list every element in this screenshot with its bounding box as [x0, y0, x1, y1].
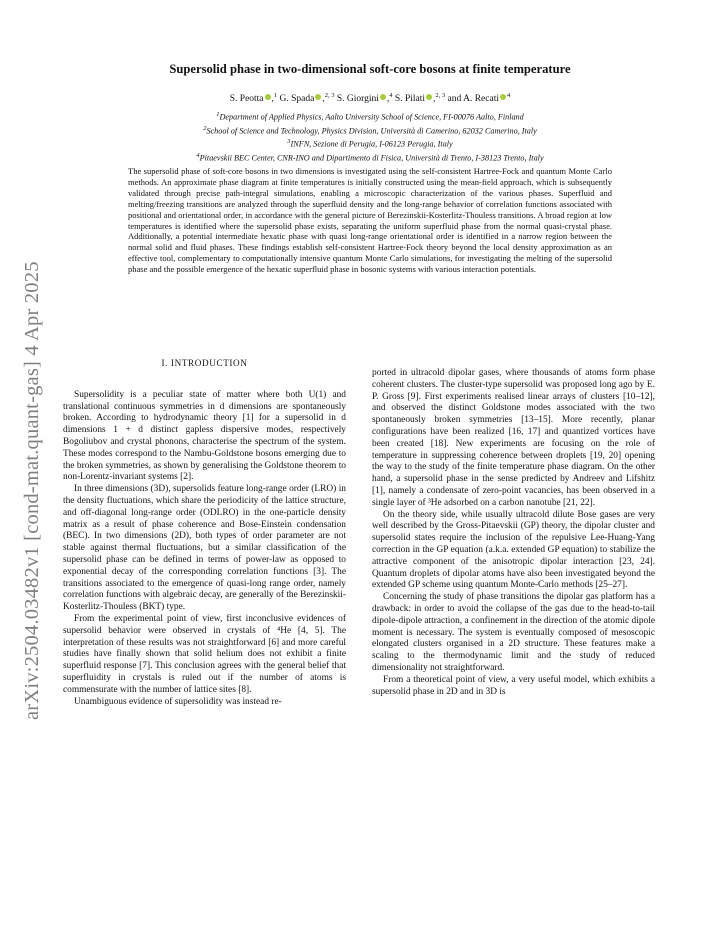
- orcid-icon[interactable]: [315, 94, 321, 100]
- arxiv-identifier[interactable]: arXiv:2504.03482v1 [cond-mat.quant-gas] 4 Apr 2025: [21, 261, 43, 720]
- affiliation: $^1$Department of Applied Physics, Aalto University School of Science, FI-00076 Aalto, Finland: [216, 111, 524, 122]
- orcid-icon[interactable]: [380, 94, 386, 100]
- paragraph: Concerning the study of phase transitions the dipolar gas platform has a drawback: in order to avoid the collapse of the gas due to the head-to-tail dipole-dipole attraction, a confinement in the direction of the atomic dipole moment is necessary. The system is eventually composed of mesoscopic elongated clusters organised in a 2D structure. These features make a scaling to the thermodynamic limit and the study of reduced dimensionality not straightforward.: [372, 592, 655, 673]
- affiliation: $^2$School of Science and Technology, Physics Division, Università di Camerino, 62032 Camerino, Italy: [203, 124, 537, 136]
- paragraph: From the experimental point of view, first inconclusive evidences of supersolid behavior were observed in crystals of ⁴He [4, 5]. The interpretation of these results was not straightforward [6] and more careful studies have finally shown that solid helium does not exhibit a finite superfluid response [7]. This conclusion agrees with the general belief that superfluidity in crystals is ruled out if the number of atoms is commensurate with the number of lattice sites [8].: [63, 613, 346, 695]
- paragraph: From a theoretical point of view, a very useful model, which exhibits a supersolid phase in 2D and in 3D is: [372, 674, 655, 697]
- paragraph: In three dimensions (3D), supersolids feature long-range order (LRO) in the density fluctuations, which share the periodicity of the lattice structure, and off-diagonal long-range order (ODLRO) in the one-particle density matrix as a result of phase coherence and Bose-Einstein condensation (BEC). In two dimensions (2D), both types of order parameter are not stable against thermal fluctuations, but a similar classification of the supersolid phase can be defined in terms of power-law as opposed to exponential decay of the corresponding correlation functions [3]. The transitions associated to the emergence of quasi-long range order, namely correlation functions with algebraic decay, are generally of the Berezinskii-Kosterlitz-Thouless (BKT) type.: [63, 484, 346, 613]
- section-heading: I. INTRODUCTION: [161, 358, 248, 368]
- affiliation: $^4$Pitaevskii BEC Center, CNR-INO and Dipartimento di Fisica, Università di Trento, I-38123 Trento, Italy: [196, 152, 544, 163]
- paragraph: Supersolidity is a peculiar state of matter where both U(1) and translational continuous symmetries in d dimensions are spontaneously broken. According to hydrodynamic theory [1] for a supersolid in d dimensions 1 + d distinct gapless dispersive modes, respectively Bogoliubov and crystal phonons, characterise the spectrum of the system. These modes correspond to the Nambu-Goldstone bosons emerging due to the broken symmetries, as shown by generalising the Goldstone theorem to non-Lorentz-invariant systems [2].: [63, 389, 346, 483]
- right-column: [372, 368, 655, 698]
- left-column: [63, 358, 346, 708]
- paragraph: ported in ultracold dipolar gases, where thousands of atoms form phase coherent clusters. The cluster-type supersolid was proposed long ago by E. P. Gross [9]. First experiments realised linear arrays of clusters [10–12], and observed the distinct Goldstone modes associated with the two spontaneously broken symmetries [13–15]. More recently, planar configurations have been realized [16, 17] and quantized vortices have been created [18]. New experiments are focusing on the role of temperature in suppressing coherence between droplets [19, 20] opening the way to the study of the finite temperature phase diagram. On the other hand, a supersolid phase in the sense predicted by Andreev and Lifshitz [1], namely a condensate of zero-point vacancies, has been observed in a single layer of ³He adsorbed on a carbon nanotube [21, 22].: [372, 368, 655, 508]
- abstract: The supersolid phase of soft-core bosons in two dimensions is investigated using the self-consistent Hartree-Fock and quantum Monte Carlo methods. An approximate phase diagram at finite temperatures is initially constructed using the mean-field approach, which is subsequently validated through precise path-integral simulations, enabling a microscopic characterization of the various phases. Superfluid and melting/freezing transitions are analyzed through the superfluid density and the long-range behavior of correlation functions associated with positional and orientational order, in accordance with the general picture of Berezinskii-Kosterlitz-Thouless transitions. A broad region at low temperatures is identified where the supersolid phase exists, separating the uniform superfluid phase from the normal quasi-crystal phase. Additionally, a potential intermediate hexatic phase with quasi long-range orientational order is identified in a narrow region between the normal solid and fluid phases. These findings establish self-consistent Hartree-Fock theory beyond the local density approximation as an effective tool, complementary to computationally intensive quantum Monte Carlo simulations, for investigating the melting of the supersolid phase and the possible emergence of the hexatic superfluid phase in bosonic systems with various interaction potentials.: [128, 166, 612, 275]
- author: S. Pilati ,$^{2, 3}$: [394, 92, 446, 105]
- author: S. Peotta ,$^1$: [229, 92, 278, 105]
- paper-title: Supersolid phase in two-dimensional soft-core bosons at finite temperature: [169, 62, 571, 76]
- author: S. Giorgini ,$^4$: [336, 92, 393, 105]
- affiliations: [70, 109, 670, 164]
- orcid-icon[interactable]: [426, 94, 432, 100]
- paragraph: Unambiguous evidence of supersolidity was instead re-: [74, 696, 282, 707]
- author-list: S. Peotta ,$^1$ G. Spada ,$^{2, 3}$ S. Giorgini ,$^4$ S. Pilati ,$^{2, 3}$ and A. Recati $^4$: [229, 92, 511, 105]
- paragraph: On the theory side, while usually ultracold dilute Bose gases are very well described by the Gross-Pitaevskii (GP) theory, the dipolar cluster and supersolid states require the inclusion of the repulsive Lee-Huang-Yang correction in the GP equation (a.k.a. extended GP equation) to stabilize the attractive component of the anisotropic dipolar interaction [23, 24]. Quantum droplets of dipolar atoms have also been investigated beyond the extended GP scheme using quantum Monte-Carlo methods [25–27].: [372, 509, 655, 591]
- orcid-icon[interactable]: [500, 94, 506, 100]
- orcid-icon[interactable]: [265, 94, 271, 100]
- affiliation: $^3$INFN, Sezione di Perugia, I-06123 Perugia, Italy: [287, 138, 453, 150]
- author: A. Recati $^4$: [463, 92, 511, 105]
- author: G. Spada ,$^{2, 3}$: [279, 92, 335, 105]
